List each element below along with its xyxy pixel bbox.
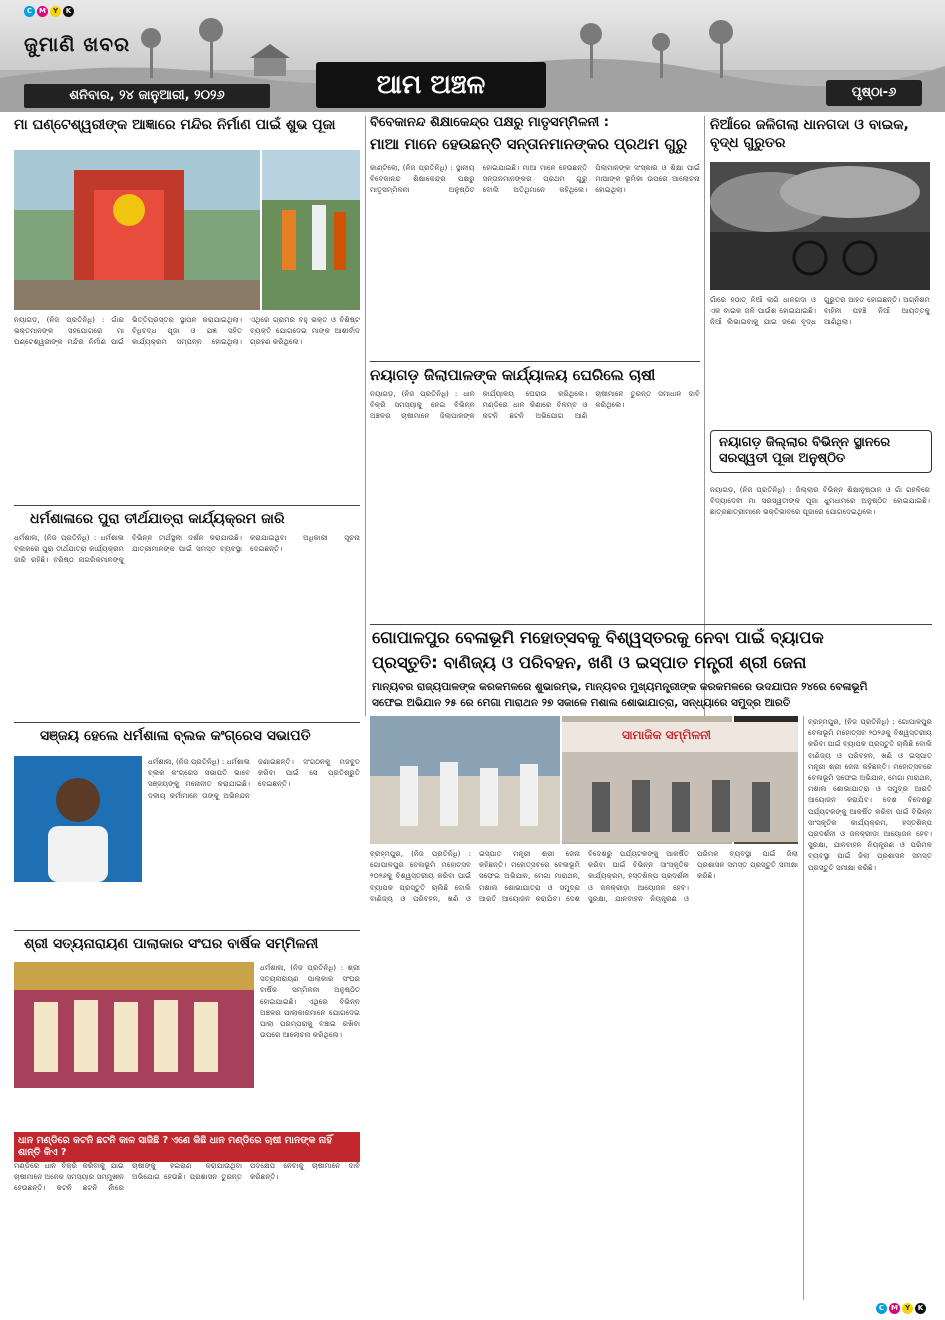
fire-photo bbox=[710, 162, 930, 290]
fire-body: ଗାଁରେ ହଠାତ୍ ନିଆଁ ଲାଗି ଧାନଗଦା ଓ ଏକ ବାଇକ ଜଳି ପାଉଁଶ ହୋଇଯାଇଛି। ନିଆଁ ଲିଭାଇବାକୁ ଯାଇ ଜଣେ ବୃଦ୍ଧ ଗୁରୁତର ଆହତ ହୋଇଛନ୍ତି। ଅଗ୍ନିଶମ ବାହିନୀ ପହଞ୍ଚି ନିଆଁ ଆୟତ୍ତକୁ ଆଣିଥିଲା। bbox=[710, 295, 930, 327]
gopalpur-headline-2: ପ୍ରସ୍ତୁତି: ବାଣିଜ୍ୟ ଓ ପରିବହନ, ଖଣି ଓ ଇସ୍ପାତ ମନ୍ତ୍ରୀ ଶ୍ରୀ ଜେନା bbox=[372, 652, 807, 672]
dharmasala-yatra-body: ଧର୍ମଶାଳା, (ନିଜ ପ୍ରତିନିଧି) : ଧର୍ମଶାଳା ବ୍ଲକରେ ପୁରା ତୀର୍ଥଯାତ୍ରା କାର୍ଯ୍ୟକ୍ରମ ଜାରି ରହିଛି। ବରିଷ୍ଠ ନାଗରିକମାନଙ୍କୁ ବିଭିନ୍ନ ତୀର୍ଥସ୍ଥଳୀ ଦର୍ଶନ କରାଯାଉଛି। ଯାତ୍ରୀମାନଙ୍କ ପାଇଁ ସମସ୍ତ ବ୍ୟବସ୍ଥା କରାଯାଇଥିବା ଅଧିକାରୀ ସୂଚନା ଦେଇଛନ୍ତି। bbox=[14, 533, 360, 565]
saraswati-body: ନୟାଗଡ଼, (ନିଜ ପ୍ରତିନିଧି) : ଜିଲ୍ଲାର ବିଭିନ୍ନ ଶିକ୍ଷାନୁଷ୍ଠାନ ଓ ଗାଁ ଗହଳିରେ ବିଦ୍ୟାଦେବୀ ମା ସରସ୍ୱତୀଙ୍କ ପୂଜା ଧୁମଧାମରେ ଅନୁଷ୍ଠିତ ହୋଇଯାଇଛି। ଛାତ୍ରଛାତ୍ରୀମାନେ ଭକ୍ତିଭାବରେ ପୂଜାରେ ଯୋଗଦେଇଥିଲେ। bbox=[710, 485, 930, 517]
gopalpur-photo-1 bbox=[370, 716, 560, 844]
gopalpur-sub-1: ମାନ୍ୟବର ରାଜ୍ୟପାଳଙ୍କ କରକମଳରେ ଶୁଭାରମ୍ଭ, ମାନ୍ୟବର ମୁଖ୍ୟମନ୍ତ୍ରୀଙ୍କ କରକମଳରେ ଉଦଯାପନ ୨୪ରେ ବେଳାଭୂମି bbox=[372, 681, 868, 694]
dharmasala-yatra-headline: ଧର୍ମଶାଳାରେ ପୁରା ତୀର୍ଥଯାତ୍ରା କାର୍ଯ୍ୟକ୍ରମ ଜାରି bbox=[30, 511, 285, 527]
cmyk-marks-bottom bbox=[876, 1303, 926, 1314]
cmyk-c: C bbox=[876, 1303, 887, 1314]
sanjay-body: ଧର୍ମଶାଳା, (ନିଜ ପ୍ରତିନିଧି) : ଧର୍ମଶାଳା ବ୍ଲକ କଂଗ୍ରେସ ସଭାପତି ଭାବେ ସଞ୍ଜୟଙ୍କୁ ମନୋନୀତ କରାଯାଇଛି। ଦଳୀୟ କର୍ମୀମାନେ ତାଙ୍କୁ ଅଭିନନ୍ଦନ ଜଣାଇଛନ୍ତି। ସଂଗଠନକୁ ମଜବୁତ କରିବା ପାଇଁ ସେ ପ୍ରତିଶ୍ରୁତି ଦେଇଛନ୍ତି। bbox=[148, 757, 360, 800]
divider bbox=[14, 722, 360, 723]
saraswati-headline-box bbox=[710, 430, 932, 473]
sammilani-banner: ସାମାଜିକ ସମ୍ମିଳନୀ bbox=[622, 728, 711, 742]
cmyk-m: M bbox=[889, 1303, 900, 1314]
sanjay-headline: ସଞ୍ଜୟ ହେଲେ ଧର୍ମଶାଳା ବ୍ଲକ କଂଗ୍ରେସ ସଭାପତି bbox=[40, 728, 311, 744]
gopalpur-headline-block bbox=[372, 628, 932, 711]
saraswati-headline: ନୟାଗଡ଼ ଜିଲ୍ଲାର ବିଭିନ୍ନ ସ୍ଥାନରେ ସରସ୍ୱତୀ ପୂଜା ଅନୁଷ୍ଠିତ bbox=[719, 435, 891, 467]
ghanteswari-photo-1 bbox=[14, 150, 260, 310]
vivekananda-body: କାଣ୍ଟିଲୋ, (ନିଜ ପ୍ରତିନିଧି) : ସ୍ଥାନୀୟ ବିବେକାନନ୍ଦ ଶିକ୍ଷାକେନ୍ଦ୍ର ପକ୍ଷରୁ ମାତୃସମ୍ମିଳନୀ ଅନୁଷ୍ଠିତ ହୋଇଯାଇଛି। ମାଆ ମାନେ ହେଉଛନ୍ତି ସନ୍ତାନମାନଙ୍କର ପ୍ରଥମ ଗୁରୁ ବୋଲି ଅତିଥିମାନେ କହିଥିଲେ। ପିଲାମାନଙ୍କ ସଂସ୍କାର ଓ ଶିକ୍ଷା ପାଇଁ ମାଆଙ୍କ ଭୂମିକା ଉପରେ ଆଲୋଚନା ହୋଇଥିଲା। bbox=[370, 163, 700, 195]
vivekananda-headline-1: ବିବେକାନନ୍ଦ ଶିକ୍ଷାକେନ୍ଦ୍ର ପକ୍ଷରୁ ମାତୃସମ୍ମିଳନୀ : bbox=[370, 115, 609, 130]
divider bbox=[370, 361, 700, 362]
sammilani-photo bbox=[562, 722, 798, 842]
divider bbox=[14, 930, 360, 931]
cmyk-c: C bbox=[24, 6, 35, 17]
farmers-body: ନୟାଗଡ଼, (ନିଜ ପ୍ରତିନିଧି) : ଧାନ ବିକ୍ରି ସମସ୍ୟାକୁ ନେଇ ବିଭିନ୍ନ ଅଞ୍ଚଳର ଚାଷୀମାନେ ଜିଲାପାଳଙ୍କ କାର୍ଯ୍ୟାଳୟ ଘେରାଉ କରିଥିଲେ। ମଣ୍ଡିରେ ଧାନ କିଣାରେ ବିଳମ୍ବ ଓ କଟନି ଛଟନି ଅଭିଯୋଗ ଆଣି ଚାଷୀମାନେ ତୁରନ୍ତ ସମାଧାନ ଦାବି କରିଥିଲେ। bbox=[370, 389, 700, 421]
burnt-paddy-photo bbox=[710, 162, 930, 290]
fire-headline: ନିଆଁରେ ଜଳିଗଲା ଧାନଗଦା ଓ ବାଇକ, ବୃଦ୍ଧ ଗୁରୁତର bbox=[710, 117, 909, 151]
paddy-body: ମଣ୍ଡିରେ ଧାନ ବିକ୍ରି କରିବାକୁ ଯାଇ ଚାଷୀମାନେ ଅନେକ ସମସ୍ୟାର ସମ୍ମୁଖୀନ ହେଉଛନ୍ତି। କଟନି ଛଟନି ନାଁରେ ଚାଷୀଙ୍କୁ ହଇରାଣ କରାଯାଉଥିବା ଅଭିଯୋଗ ହେଉଛି। ପ୍ରଶାସନ ତୁରନ୍ତ ପଦକ୍ଷେପ ନେବାକୁ ଚାଷୀମାନେ ଦାବି କରିଛନ୍ତି। bbox=[14, 1161, 360, 1193]
page-number: ପୃଷ୍ଠା-୬ bbox=[826, 80, 922, 106]
ghanteswari-photo-2 bbox=[262, 150, 360, 310]
section-title: ଆମ ଅଞ୍ଚଳ bbox=[316, 62, 546, 108]
vivekananda-headline-2: ମାଆ ମାନେ ହେଉଛନ୍ତି ସନ୍ତାନମାନଙ୍କର ପ୍ରଥମ ଗୁରୁ bbox=[370, 135, 688, 154]
cmyk-m: M bbox=[37, 6, 48, 17]
divider bbox=[14, 505, 360, 506]
paddy-headline: ଧାନ ମଣ୍ଡିରେ କଟନି ଛଟନି କାଳ ସାଜିଛି ? ଏଣେ କିଛି ଧାନ ମଣ୍ଡିରେ ଚାଷୀ ମାନଙ୍କ ନାହିଁ ଶାନ୍ତି କିଏ ? bbox=[14, 1132, 360, 1162]
farmers-headline: ନୟାଗଡ଼ ଜିଲାପାଳଙ୍କ କାର୍ଯ୍ୟାଳୟ ଘେରିଲେ ଚାଷୀ bbox=[370, 366, 656, 384]
satyanarayan-photo bbox=[14, 962, 254, 1088]
cmyk-y: Y bbox=[902, 1303, 913, 1314]
masthead bbox=[0, 0, 945, 112]
newspaper-brand: ଜୁମାଣି ଖବର bbox=[24, 32, 131, 56]
cmyk-k: K bbox=[915, 1303, 926, 1314]
cmyk-k: K bbox=[63, 6, 74, 17]
cmyk-y: Y bbox=[50, 6, 61, 17]
gopalpur-body-continued: ବ୍ରହ୍ମପୁର, (ନିଜ ପ୍ରତିନିଧି) : ଗୋପାଳପୁର ବେଳାଭୂମି ମହୋତ୍ସବ ୨୦୨୬କୁ ବିଶ୍ୱସ୍ତରୀୟ କରିବା ପାଇଁ ବ୍ୟାପକ ପ୍ରସ୍ତୁତି ଚାଲିଛି ବୋଲି ବାଣିଜ୍ୟ ଓ ପରିବହନ, ଖଣି ଓ ଇସ୍ପାତ ମନ୍ତ୍ରୀ ଶ୍ରୀ ଜେନା କହିଛନ୍ତି। ମହୋତ୍ସବରେ ବେଳାଭୂମି ସଫେଇ ଅଭିଯାନ, ମେଗା ମାରାଥନ, ମଶାଲ ଶୋଭାଯାତ୍ରା ଓ ସମୁଦ୍ର ଆରତି ଆୟୋଜନ କରାଯିବ। ଦେଶ ବିଦେଶରୁ ପର୍ଯ୍ୟଟକଙ୍କୁ ଆକର୍ଷିତ କରିବା ପାଇଁ ବିଭିନ୍ନ ସାଂସ୍କୃତିକ କାର୍ଯ୍ୟକ୍ରମ, ହସ୍ତଶିଳ୍ପ ପ୍ରଦର୍ଶନୀ ଓ ଜଳକ୍ରୀଡ଼ା ଆୟୋଜନ ହେବ। ସୁରକ୍ଷା, ଯାନବାହନ ନିୟନ୍ତ୍ରଣ ଓ ପରିମଳ ବ୍ୟବସ୍ଥା ପାଇଁ ଜିଲା ପ୍ରଶାସନ ସମସ୍ତ ପ୍ରସ୍ତୁତି ସମୀକ୍ଷା କରିଛି। bbox=[808, 717, 932, 872]
column-rule bbox=[704, 116, 705, 716]
minister-visit-photo bbox=[370, 716, 560, 844]
divider bbox=[370, 624, 932, 625]
gopalpur-body: ବ୍ରହ୍ମପୁର, (ନିଜ ପ୍ରତିନିଧି) : ଗୋପାଳପୁର ବେଳାଭୂମି ମହୋତ୍ସବ ୨୦୨୬କୁ ବିଶ୍ୱସ୍ତରୀୟ କରିବା ପାଇଁ ବ୍ୟାପକ ପ୍ରସ୍ତୁତି ଚାଲିଛି ବୋଲି ବାଣିଜ୍ୟ ଓ ପରିବହନ, ଖଣି ଓ ଇସ୍ପାତ ମନ୍ତ୍ରୀ ଶ୍ରୀ ଜେନା କହିଛନ୍ତି। ମହୋତ୍ସବରେ ବେଳାଭୂମି ସଫେଇ ଅଭିଯାନ, ମେଗା ମାରାଥନ, ମଶାଲ ଶୋଭାଯାତ୍ରା ଓ ସମୁଦ୍ର ଆରତି ଆୟୋଜନ କରାଯିବ। ଦେଶ ବିଦେଶରୁ ପର୍ଯ୍ୟଟକଙ୍କୁ ଆକର୍ଷିତ କରିବା ପାଇଁ ବିଭିନ୍ନ ସାଂସ୍କୃତିକ କାର୍ଯ୍ୟକ୍ରମ, ହସ୍ତଶିଳ୍ପ ପ୍ରଦର୍ଶନୀ ଓ ଜଳକ୍ରୀଡ଼ା ଆୟୋଜନ ହେବ। ସୁରକ୍ଷା, ଯାନବାହନ ନିୟନ୍ତ୍ରଣ ଓ ପରିମଳ ବ୍ୟବସ୍ଥା ପାଇଁ ଜିଲା ପ୍ରଶାସନ ସମସ୍ତ ପ୍ରସ୍ତୁତି ସମୀକ୍ଷା କରିଛି। bbox=[370, 849, 798, 903]
column-rule bbox=[365, 116, 366, 716]
satyanarayan-body: ଧର୍ମଶାଳା, (ନିଜ ପ୍ରତିନିଧି) : ଶ୍ରୀ ସତ୍ୟନାରାୟଣ ପାଲାକାର ସଂଘର ବାର୍ଷିକ ସମ୍ମିଳନୀ ଅନୁଷ୍ଠିତ ହୋଇଯାଇଛି। ଏଥିରେ ବିଭିନ୍ନ ଅଞ୍ଚଳର ପାଲାକାରମାନେ ଯୋଗଦେଇ ପାଲା ପରମ୍ପରାକୁ ବଞ୍ଚାଇ ରଖିବା ଉପରେ ଆଲୋଚନା କରିଥିଲେ। bbox=[260, 963, 360, 1040]
ghanteswari-body: ନୟାଗଡ଼, (ନିଜ ପ୍ରତିନିଧି) : ଗାଁର ଭକ୍ତମାନଙ୍କ ସହଯୋଗରେ ମା ଘଣ୍ଟେଶ୍ୱରୀଙ୍କ ମନ୍ଦିର ନିର୍ମାଣ ପାଇଁ ଭିତ୍ତିପ୍ରସ୍ତର ସ୍ଥାପନ କରାଯାଇଥିଲା। ବିଧିବଦ୍ଧ ପୂଜା ଓ ଯଜ୍ଞ ସହିତ କାର୍ଯ୍ୟକ୍ରମ ସମ୍ପନ୍ନ ହୋଇଥିଲା। ଏଥିରେ ଗ୍ରାମର ବହୁ ଭକ୍ତ ଓ ବିଶିଷ୍ଟ ବ୍ୟକ୍ତି ଯୋଗଦେଇ ମାଙ୍କ ଆଶୀର୍ବାଦ ଗ୍ରହଣ କରିଥିଲେ। bbox=[14, 315, 360, 347]
ghanteswari-headline: ମା ଘଣ୍ଟେଶ୍ୱରୀଙ୍କ ଆଜ୍ଞାରେ ମନ୍ଦିର ନିର୍ମାଣ ପାଇଁ ଶୁଭ ପୂଜା bbox=[14, 117, 336, 133]
portrait-photo bbox=[14, 756, 142, 882]
sanjay-photo bbox=[14, 756, 142, 882]
ritual-photo bbox=[262, 150, 360, 310]
satyanarayan-headline: ଶ୍ରୀ ସତ୍ୟନାରାୟଣ ପାଲାକାର ସଂଘର ବାର୍ଷିକ ସମ୍ମିଳନୀ bbox=[24, 936, 319, 952]
issue-date: ଶନିବାର, ୨୪ ଜାନୁଆରୀ, ୨୦୨୬ bbox=[24, 84, 270, 108]
column-rule bbox=[803, 716, 804, 1300]
cmyk-marks-top bbox=[24, 6, 74, 17]
felicitation-photo bbox=[14, 962, 254, 1088]
gopalpur-sub-2: ସଫେଇ ଅଭିଯାନ ୨୫ ରେ ମେଗା ମାରାଥନ ୨୭ ସକାଳେ ମଶାଲ ଶୋଭାଯାତ୍ରା, ସନ୍ଧ୍ୟାରେ ସମୁଦ୍ର ଆରତି bbox=[372, 697, 791, 710]
temple-idol-photo bbox=[14, 150, 260, 310]
gopalpur-headline-1: ଗୋପାଳପୁର ବେଳାଭୂମି ମହୋତ୍ସବକୁ ବିଶ୍ୱସ୍ତରକୁ ନେବା ପାଇଁ ବ୍ୟାପକ bbox=[372, 628, 824, 647]
vivekananda-headline-block bbox=[370, 115, 700, 154]
